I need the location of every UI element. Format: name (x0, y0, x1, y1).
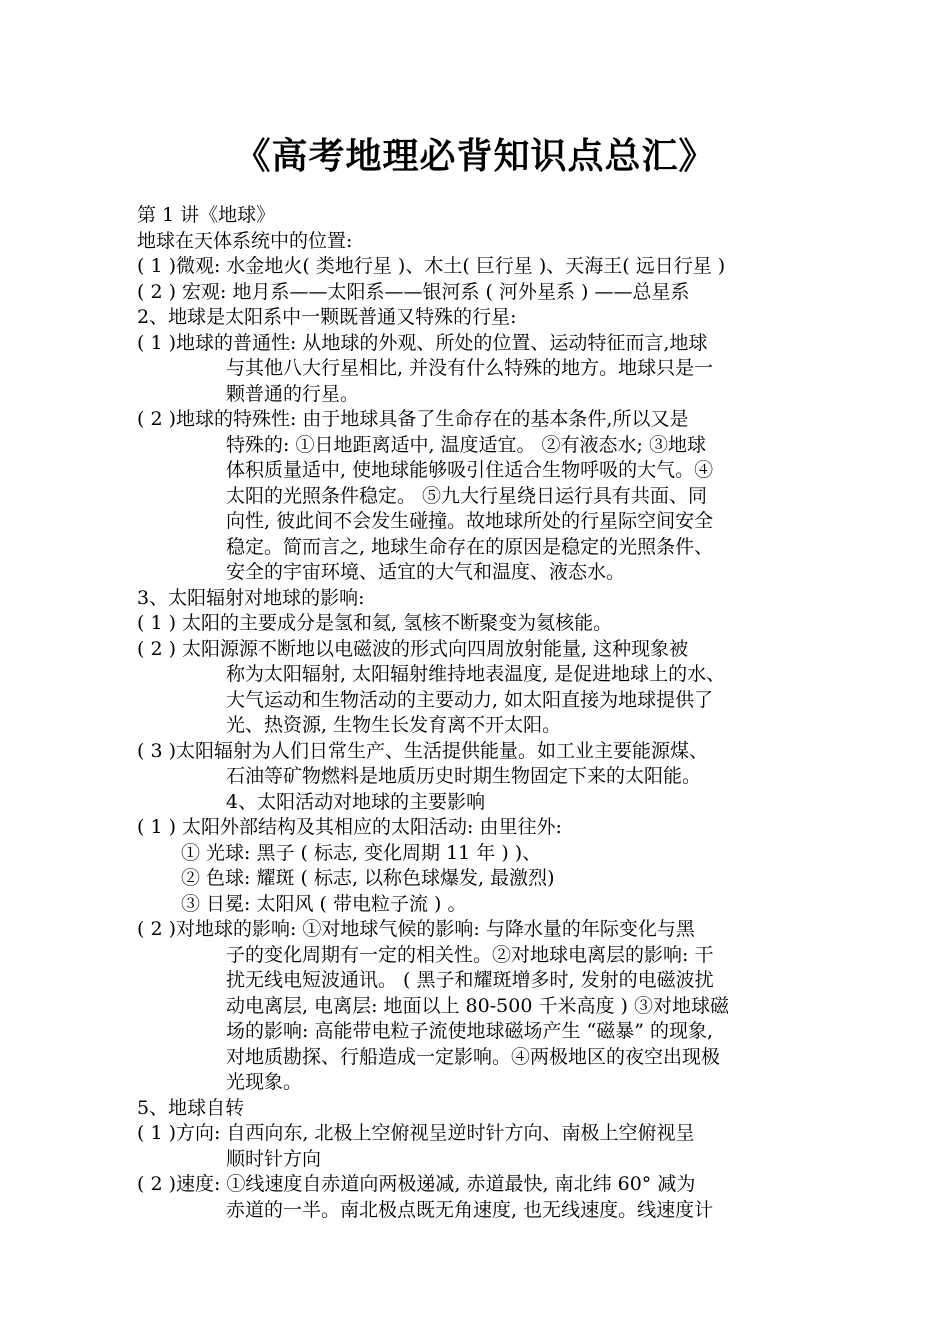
list-item-continuation: 对地质勘探、行船造成一定影响。④两极地区的夜空出现极 (226, 1045, 721, 1068)
list-item-continuation: 扰无线电短波通讯。 ( 黑子和耀斑增多时, 发射的电磁波扰 (226, 969, 714, 991)
sub-list-item: ② 色球: 耀斑 ( 标志, 以称色球爆发, 最激烈) (181, 867, 555, 889)
section-heading: 3、太阳辐射对地球的影响: (137, 586, 365, 609)
list-item: ( 2 )对地球的影响: ①对地球气候的影响: 与降水量的年际变化与黑 (137, 918, 695, 940)
section-heading: 5、地球自转 (137, 1096, 245, 1119)
list-item: ( 3 )太阳辐射为人们日常生产、生活提供能量。如工业主要能源煤、 (137, 739, 708, 762)
list-item: ( 2 )速度: ①线速度自赤道向两极递减, 赤道最快, 南北纬 60° 减为 (137, 1173, 696, 1195)
list-item-continuation: 赤道的一半。南北极点既无角速度, 也无线速度。线速度计 (226, 1198, 714, 1221)
list-item: ( 1 )方向: 自西向东, 北极上空俯视呈逆时针方向、南极上空俯视呈 (137, 1122, 695, 1144)
list-item-continuation: 顺时针方向 (226, 1147, 322, 1170)
list-item: ( 2 )地球的特殊性: 由于地球具备了生命存在的基本条件,所以又是 (137, 408, 689, 430)
list-item: ( 1 ) 太阳外部结构及其相应的太阳活动: 由里往外: (137, 816, 562, 838)
list-item-continuation: 特殊的: ①日地距离适中, 温度适宜。 ②有液态水; ③地球 (226, 433, 707, 456)
list-item-continuation: 光、热资源, 生物生长发育离不开太阳。 (226, 714, 562, 736)
list-item: ( 2 ) 宏观: 地月系——太阳系——银河系 ( 河外星系 ) ——总星系 (137, 280, 690, 303)
list-item: ( 2 ) 太阳源源不断地以电磁波的形式向四周放射能量, 这种现象被 (137, 637, 689, 660)
list-item-continuation: 体积质量适中, 使地球能够吸引住适合生物呼吸的大气。④ (226, 459, 714, 481)
list-item-continuation: 称为太阳辐射, 太阳辐射维持地表温度, 是促进地球上的水、 (226, 663, 726, 685)
list-item-continuation: 石油等矿物燃料是地质历史时期生物固定下来的太阳能。 (226, 765, 702, 787)
list-item-continuation: 场的影响: 高能带电粒子流使地球磁场产生 “磁暴” 的现象, (226, 1020, 713, 1042)
section-heading: 地球在天体系统中的位置: (137, 229, 353, 252)
sub-list-item: ③ 日冕: 太阳风 ( 带电粒子流 ) 。 (181, 892, 467, 915)
list-item-continuation: 太阳的光照条件稳定。 ⑤九大行星绕日运行具有共面、同 (226, 484, 708, 507)
section-heading: 4、太阳活动对地球的主要影响 (226, 790, 486, 813)
document-body (137, 203, 812, 1223)
list-item: ( 1 )地球的普通性: 从地球的外观、所处的位置、运动特征而言,地球 (137, 331, 708, 354)
list-item-continuation: 动电离层, 电离层: 地面以上 80-500 千米高度 ) ③对地球磁 (226, 994, 729, 1017)
sub-list-item: ① 光球: 黑子 ( 标志, 变化周期 11 年 ) )、 (181, 841, 542, 864)
lecture-heading: 第 1 讲《地球》 (137, 204, 276, 226)
document-title: 《高考地理必背知识点总汇》 (234, 135, 716, 177)
list-item-continuation: 颗普通的行星。 (226, 382, 360, 405)
section-heading: 2、地球是太阳系中一颗既普通又特殊的行星: (137, 306, 517, 328)
list-item-continuation: 稳定。简而言之, 地球生命存在的原因是稳定的光照条件、 (226, 535, 714, 558)
list-item: ( 1 ) 太阳的主要成分是氢和氦, 氢核不断聚变为氦核能。 (137, 612, 613, 634)
list-item-continuation: 大气运动和生物活动的主要动力, 如太阳直接为地球提供了 (226, 688, 714, 711)
list-item-continuation: 光现象。 (226, 1071, 303, 1093)
list-item-continuation: 安全的宇宙环境、适宜的大气和温度、液态水。 (226, 561, 626, 583)
list-item-continuation: 子的变化周期有一定的相关性。②对地球电离层的影响: 干 (226, 943, 714, 966)
list-item-continuation: 向性, 彼此间不会发生碰撞。故地球所处的行星际空间安全 (226, 510, 714, 532)
list-item-continuation: 与其他八大行星相比, 并没有什么特殊的地方。地球只是一 (226, 357, 714, 379)
list-item: ( 1 )微观: 水金地火( 类地行星 )、木土( 巨行星 )、天海王( 远日行星 ) (137, 255, 726, 277)
